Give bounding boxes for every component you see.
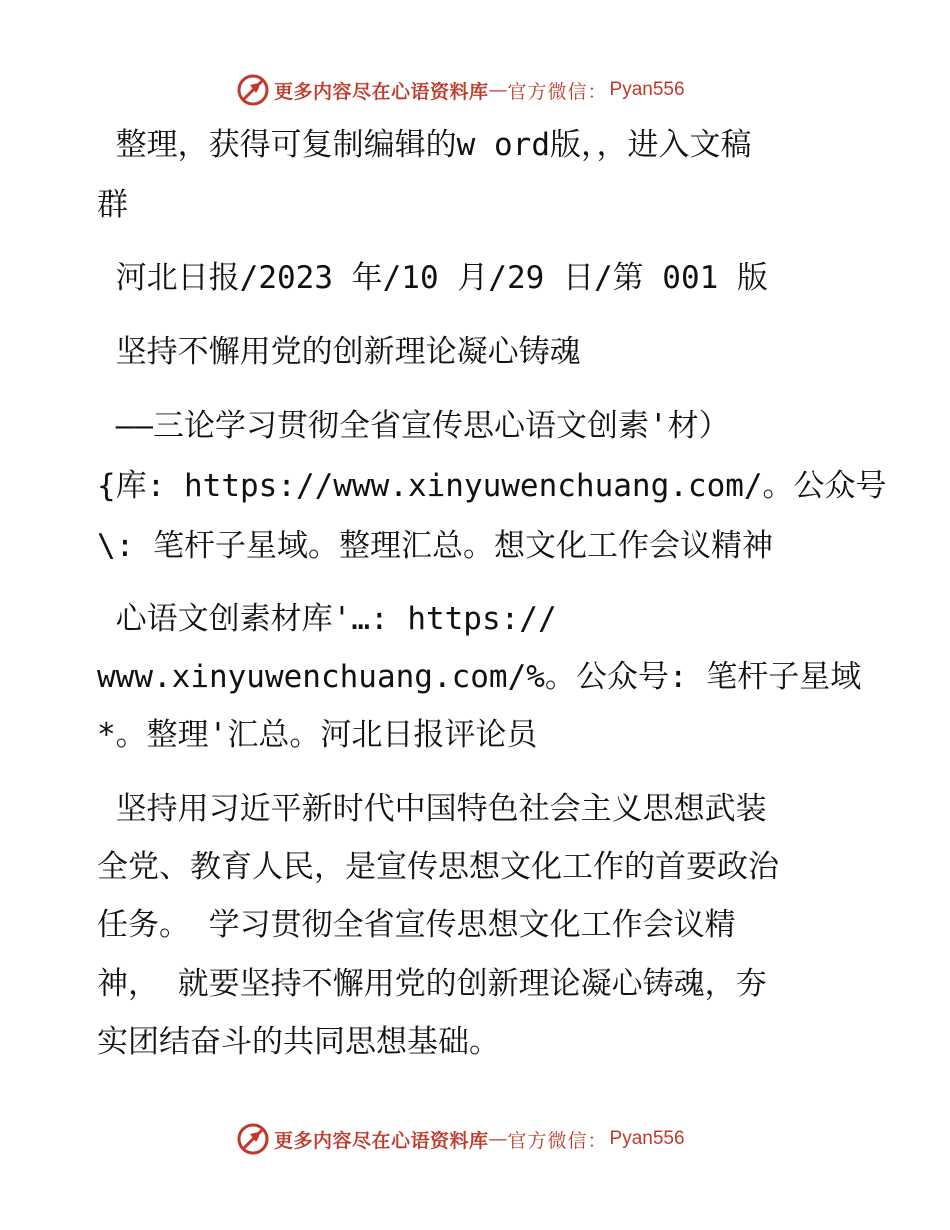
- watermark-separator: —: [488, 1128, 508, 1150]
- text-line: 群: [97, 187, 128, 223]
- watermark-wechat-id: Pyan556: [609, 79, 685, 100]
- watermark-title: 更多内容尽在心语资料库: [274, 80, 489, 103]
- header-watermark: [236, 72, 685, 108]
- watermark-title: 更多内容尽在心语资料库: [274, 1129, 489, 1152]
- watermark-label: 官方微信：: [507, 1129, 608, 1152]
- text-line: www.xinyuwenchuang.com/%。公众号: 笔杆子星域: [97, 659, 862, 695]
- paragraph-line: 神， 就要坚持不懈用党的创新理论凝心铸魂，夯: [97, 966, 767, 1002]
- text-line: 整理，获得可复制编辑的w ord版，，进入文稿: [97, 127, 752, 163]
- watermark-label: 官方微信：: [507, 80, 608, 103]
- document-subtitle: ——三论学习贯彻全省宣传思心语文创素'材）: [97, 408, 730, 444]
- text-line: 心语文创素材库'…: https://: [97, 601, 557, 637]
- footer-watermark: [236, 1121, 685, 1157]
- text-line: *。整理'汇总。河北日报评论员: [97, 717, 538, 753]
- paragraph-line: 实团结奋斗的共同思想基础。: [97, 1024, 500, 1060]
- text-line: \: 笔杆子星域。整理汇总。想文化工作会议精神: [97, 528, 773, 564]
- watermark-separator: —: [488, 79, 508, 101]
- paragraph-line: 全党、教育人民，是宣传思想文化工作的首要政治: [97, 849, 779, 885]
- feather-logo-icon: [236, 73, 270, 107]
- paragraph-line: 坚持用习近平新时代中国特色社会主义思想武装: [97, 791, 767, 827]
- feather-logo-icon: [236, 1122, 270, 1156]
- text-line: 河北日报/2023 年/10 月/29 日/第 001 版: [97, 260, 768, 296]
- watermark-wechat-id: Pyan556: [609, 1128, 685, 1149]
- document-title: 坚持不懈用党的创新理论凝心铸魂: [97, 334, 581, 370]
- text-line: {库: https://www.xinyuwenchuang.com/。公众号: [97, 468, 887, 504]
- paragraph-line: 任务。 学习贯彻全省宣传思想文化工作会议精: [97, 907, 736, 943]
